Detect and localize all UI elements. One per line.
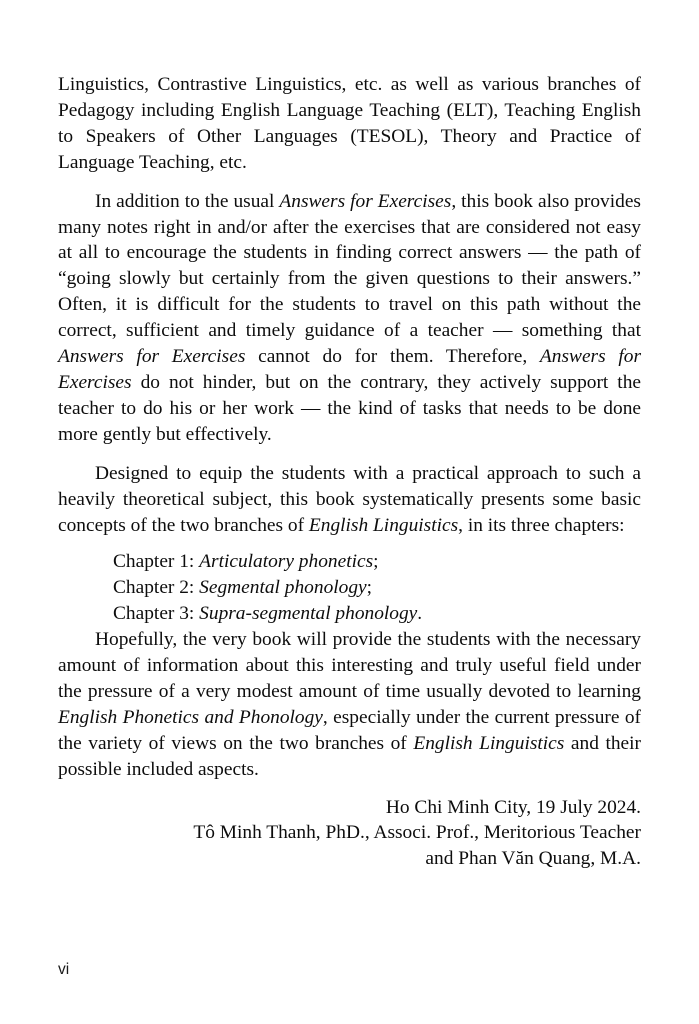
body-text-block bbox=[58, 72, 641, 872]
chapter-list-item bbox=[113, 601, 641, 627]
paragraph-intro-disciplines bbox=[58, 72, 641, 176]
italic-title: Answers for Exercises bbox=[58, 346, 641, 393]
text-run: , in its three chapters: bbox=[458, 514, 625, 536]
text-run: , this book also provides many notes right in and/or after the exercises that are considered not easy at all to encourage the students in finding correct answers — the path of “going slowly but certainly from the given questions to their answers.” Often, it is difficult for the students to travel on this path without the correct, sufficient and timely guidance of a teacher — something that bbox=[58, 190, 641, 342]
signature-author-one: Tô Minh Thanh, PhD., Associ. Prof., Meritorious Teacher bbox=[193, 822, 641, 844]
chapter-label: Chapter 3: bbox=[113, 603, 200, 625]
chapter-list bbox=[58, 549, 641, 627]
italic-title: Answers for Exercises bbox=[58, 346, 246, 368]
text-run: , especially under the current pressure of the variety of views on the two branches of bbox=[58, 706, 642, 754]
chapter-list-item bbox=[113, 575, 641, 601]
italic-title: English Linguistics bbox=[413, 732, 565, 754]
chapter-terminator: . bbox=[417, 603, 423, 625]
page-number: vi bbox=[58, 961, 70, 978]
signature-author-two: and Phan Văn Quang, M.A. bbox=[425, 848, 641, 870]
chapter-terminator: ; bbox=[373, 551, 379, 573]
paragraph-book-design bbox=[58, 461, 641, 539]
chapter-title: Supra-segmental phonology bbox=[199, 603, 418, 625]
signature-place-date: Ho Chi Minh City, 19 July 2024. bbox=[385, 796, 641, 818]
chapter-list-item bbox=[113, 549, 641, 575]
chapter-label: Chapter 1: bbox=[113, 551, 200, 573]
text-run: and their possible included aspects. bbox=[58, 732, 641, 780]
italic-title: Answers for Exercises bbox=[279, 190, 452, 212]
chapter-label: Chapter 2: bbox=[113, 577, 200, 599]
italic-title: English Phonetics and Phonology bbox=[58, 706, 323, 728]
chapter-title: Segmental phonology bbox=[199, 577, 367, 599]
text-run: In addition to the usual bbox=[95, 190, 280, 212]
text-run: Linguistics, Contrastive Linguistics, etc. as well as various branches of Pedagogy including English Language Teaching (ELT), Teaching English to Speakers of Other Languages (TESOL), Theory and Practice of Language Teaching, etc. bbox=[58, 74, 641, 173]
signature-block bbox=[58, 795, 641, 873]
chapter-title: Articulatory phonetics bbox=[199, 551, 374, 573]
text-run: Hopefully, the very book will provide the students with the necessary amount of information about this interesting and truly useful field under the pressure of a very modest amount of time usually devoted to learning bbox=[58, 629, 641, 702]
italic-title: English Linguistics bbox=[308, 514, 459, 536]
paragraph-hopefully bbox=[58, 627, 641, 782]
text-run: Designed to equip the students with a practical approach to such a heavily theoretical subject, this book systematically presents some basic concepts of the two branches of bbox=[58, 462, 641, 536]
chapter-terminator: ; bbox=[366, 577, 373, 599]
text-run: do not hinder, but on the contrary, they actively support the teacher to do his or her work — the kind of tasks that needs to be done more gently but effectively. bbox=[58, 371, 641, 445]
paragraph-answers-for-exercises bbox=[58, 189, 641, 448]
text-run: cannot do for them. Therefore, bbox=[245, 346, 540, 368]
